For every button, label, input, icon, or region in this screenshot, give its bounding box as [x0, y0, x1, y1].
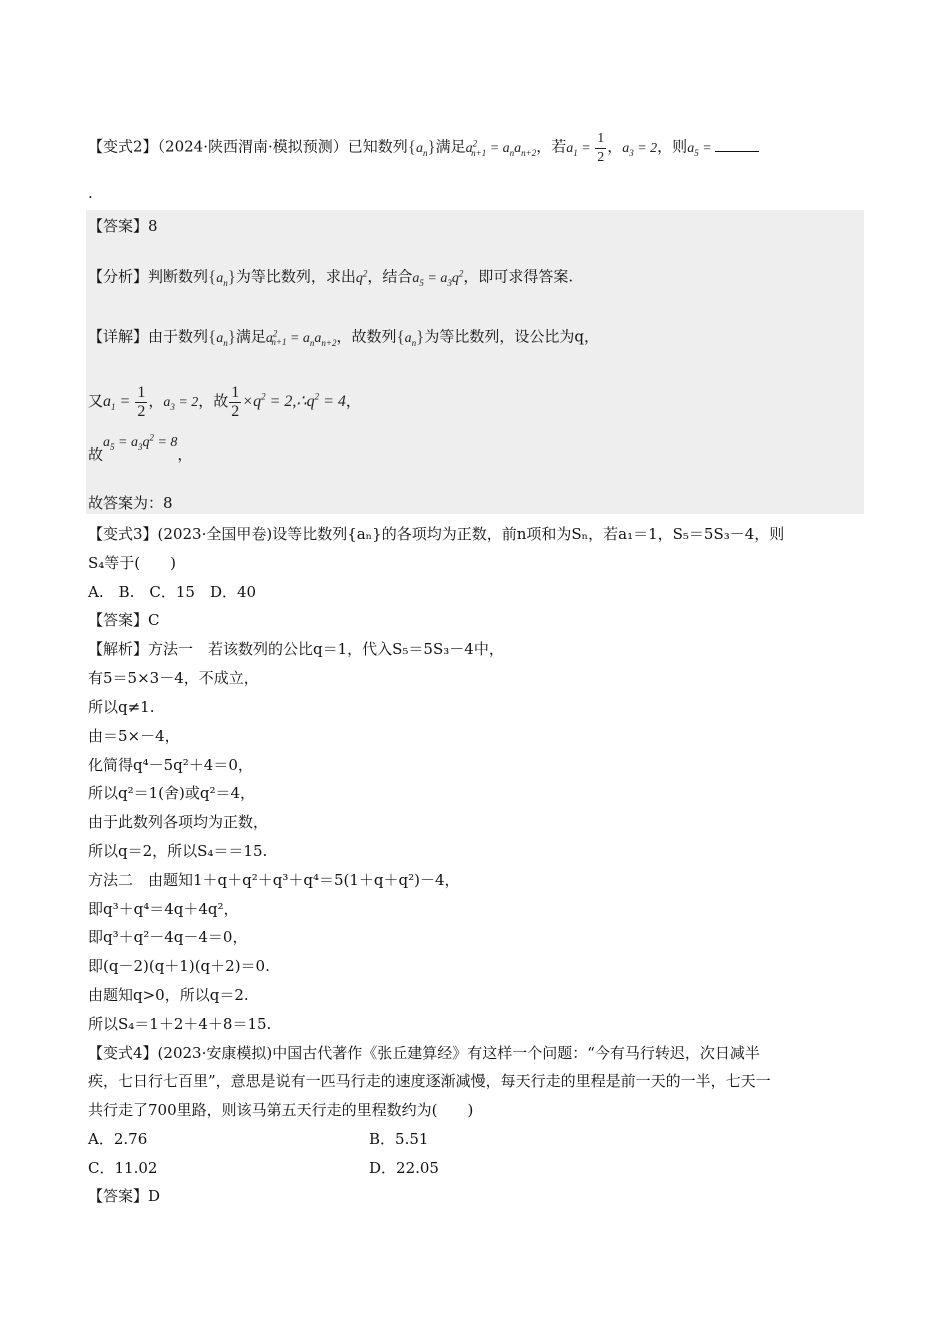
formula-sequence-an: $\{a_n\}$	[407, 136, 436, 158]
variant3-solution-6: 所以q²＝1(舍)或q²＝4，	[88, 784, 256, 802]
analysis-text-d: ，即可求得答案.	[463, 267, 574, 286]
detail-text-b: 满足	[235, 327, 266, 346]
variant4-option-c: C．11.02	[88, 1159, 158, 1177]
formula-a5-eq-a3q2: $a_5 = a_3q^2$	[412, 268, 464, 288]
analysis-text-b: 为等比数列，求出	[235, 267, 356, 286]
formula-a3-eq-2: $a_3 = 2$	[163, 395, 199, 412]
variant2-source: （2024·陕西渭南·模拟预测）已知数列	[157, 137, 408, 156]
formula-sequence-an: $\{a_n\}$	[208, 326, 236, 348]
formula-recurrence: $a^2_{n+1} = a_na_{n+2}$	[265, 328, 337, 348]
variant2-period: .	[88, 184, 93, 202]
formula-q-squared-eq-4: $\frac{1}{2}$ $\times q^2$ = $2,\therefore q^2 = 4$	[231, 384, 346, 420]
variant2-text-satisfy: 满足	[435, 137, 466, 156]
variant2-text-then: ，则	[657, 137, 688, 156]
formula-q-squared: $q^2$	[355, 268, 368, 286]
variant3-solution-14: 所以S₄＝1＋2＋4＋8＝15.	[88, 1015, 272, 1033]
analysis-line	[88, 262, 573, 293]
final-answer-line: 故答案为：8	[88, 494, 173, 512]
again-text-b: ，	[148, 392, 164, 411]
variant3-solution-8: 所以q＝2，所以S₄＝＝15.	[88, 842, 268, 860]
variant3-solution-9: 方法二 由题知1＋q＋q²＋q³＋q⁴＝5(1＋q＋q²)－4，	[88, 871, 460, 889]
detail-text-d: 为等比数列，设公比为q，	[424, 327, 599, 346]
variant3-solution-4: 由＝5×－4，	[88, 727, 180, 745]
variant3-solution-5: 化简得q⁴－5q²＋4＝0，	[88, 756, 253, 774]
so-line	[88, 432, 193, 471]
variant2-question-line	[88, 130, 759, 167]
formula-a3-eq-2: $a_3 = 2$	[622, 140, 658, 158]
variant3-answer: 【答案】C	[88, 611, 160, 629]
variant3-solution-12: 即(q－2)(q＋1)(q＋2)＝0.	[88, 957, 270, 975]
formula-a5: $a_5$ =	[687, 140, 716, 158]
so-text-b: ，	[177, 445, 193, 464]
detail-line	[88, 322, 599, 353]
detail-text-a: 【详解】由于数列	[88, 327, 209, 346]
formula-a1-half: $a_1$ = $\frac{1}{2}$	[103, 384, 146, 420]
variant4-line-1: 【变式4】(2023·安康模拟)中国古代著作《张丘建算经》有这样一个问题：“今有马行转迟，次日减半	[88, 1044, 760, 1062]
variant3-solution-10: 即q³＋q⁴＝4q＋4q²，	[88, 900, 239, 918]
formula-recurrence: $a^2_{n+1} = a_na_{n+2}$	[465, 138, 537, 158]
variant3-solution-2: 有5＝5×3－4，不成立，	[88, 669, 259, 687]
answer-box-background	[86, 210, 864, 514]
analysis-text-a: 【分析】判断数列	[88, 267, 209, 286]
variant3-solution-3: 所以q≠1.	[88, 698, 155, 716]
formula-a1-half: $a_1$ = $\frac{1}{2}$	[566, 131, 605, 165]
detail-text-c: ，故数列	[336, 327, 397, 346]
variant2-text-comma: ，	[607, 137, 623, 156]
variant2-tag: 【变式2】	[88, 137, 158, 156]
again-text-d: ，	[345, 392, 361, 411]
answer-line: 【答案】8	[88, 217, 158, 235]
variant3-solution-7: 由于此数列各项均为正数，	[88, 813, 269, 831]
variant4-line-3: 共行走了700里路，则该马第五天行走的里程数约为( )	[88, 1101, 474, 1119]
variant4-line-2: 疾，七日行七百里”，意思是说有一匹马行走的速度逐渐减慢，每天行走的里程是前一天的一半，七天一	[88, 1072, 771, 1090]
analysis-text-c: ，结合	[367, 267, 413, 286]
variant3-line-1: 【变式3】(2023·全国甲卷)设等比数列{aₙ}的各项均为正数，前n项和为Sₙ，若a₁＝1，S₅＝5S₃－4，则	[88, 525, 785, 543]
answer-blank	[715, 137, 759, 152]
variant3-solution-11: 即q³＋q²－4q－4＝0，	[88, 928, 248, 946]
variant4-option-b: B．5.51	[369, 1130, 429, 1148]
variant4-option-d: D．22.05	[369, 1159, 439, 1177]
formula-sequence-an: $\{a_n\}$	[208, 266, 236, 288]
variant3-line-2: S₄等于( )	[88, 554, 176, 572]
variant4-option-a: A．2.76	[88, 1130, 148, 1148]
again-text-c: ，故	[198, 392, 229, 411]
again-line	[88, 384, 361, 421]
variant3-options: A. B. C．15 D．40	[88, 583, 257, 601]
formula-a5-eq-8: $a_5 = a_3q^2 = 8$	[103, 432, 178, 452]
variant3-solution-1: 【解析】方法一 若该数列的公比q＝1，代入S₅＝5S₃－4中，	[88, 640, 504, 658]
variant3-solution-13: 由题知q>0，所以q＝2.	[88, 986, 249, 1004]
variant4-answer: 【答案】D	[88, 1187, 161, 1205]
again-text-a: 又	[88, 392, 104, 411]
so-text-a: 故	[88, 445, 104, 464]
formula-sequence-an: $\{a_n\}$	[396, 326, 425, 348]
variant2-text-if: ，若	[536, 137, 567, 156]
